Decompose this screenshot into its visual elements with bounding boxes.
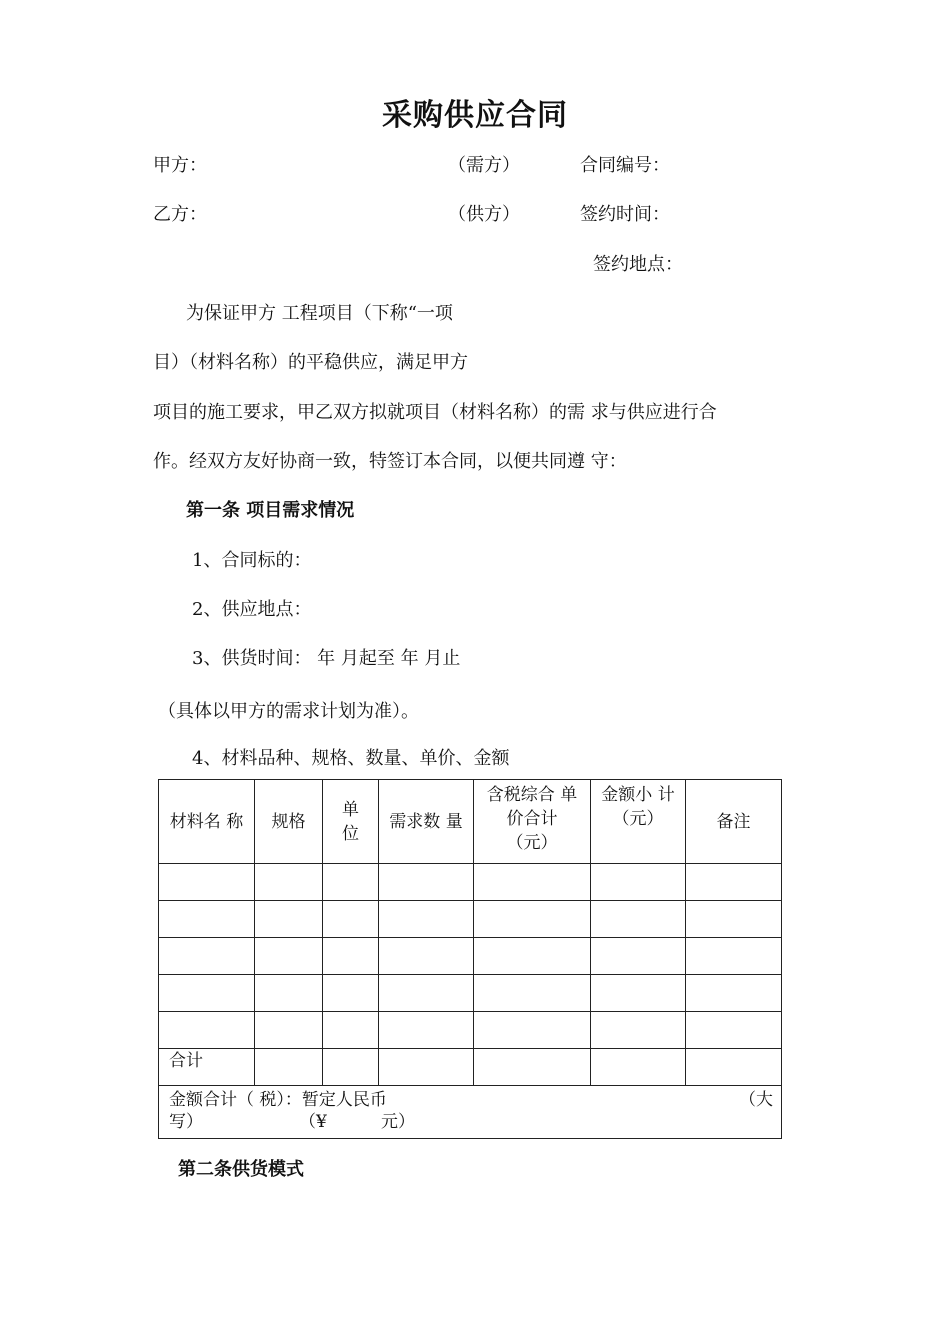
- amount-row: [159, 1086, 782, 1139]
- article-1-heading: 第一条 项目需求情况: [186, 500, 355, 521]
- header-unit: 单 位: [323, 780, 379, 864]
- party-b-role: （供方）: [448, 204, 520, 225]
- total-label: 合计: [159, 1049, 255, 1086]
- materials-table: [158, 779, 782, 1139]
- article-1-item-3: 3、供货时间： 年 月起至 年 月止: [192, 648, 461, 669]
- sign-place-label: 签约地点：: [593, 254, 683, 275]
- party-a-label: 甲方：: [153, 155, 207, 176]
- table-row: [159, 938, 782, 975]
- table-row: [159, 975, 782, 1012]
- amount-label: 金额合计（ 税）：暂定人民币: [169, 1090, 387, 1110]
- party-a-role: （需方）: [448, 155, 520, 176]
- header-subtotal: 金额小 计 （元）: [591, 780, 686, 864]
- header-spec: 规格: [255, 780, 323, 864]
- header-remark: 备注: [686, 780, 782, 864]
- amount-yen: （¥: [299, 1112, 327, 1132]
- contract-number-label: 合同编号：: [580, 155, 670, 176]
- amount-yuan: 元）: [381, 1112, 415, 1132]
- header-material-name: 材料名 称: [159, 780, 255, 864]
- article-1-item-1: 1、合同标的：: [192, 550, 312, 571]
- total-row: [159, 1049, 782, 1086]
- page-title: 采购供应合同: [382, 98, 568, 133]
- amount-write-close: 写）: [169, 1112, 203, 1132]
- intro-line-3: 项目的施工要求，甲乙双方拟就项目（材料名称）的需 求与供应进行合: [153, 402, 717, 423]
- table-header-row: [159, 780, 782, 864]
- table-row: [159, 901, 782, 938]
- article-1-item-3-note: （具体以甲方的需求计划为准）。: [158, 701, 419, 722]
- amount-big-open: （大: [739, 1090, 773, 1110]
- article-1-item-2: 2、供应地点：: [192, 599, 312, 620]
- header-quantity: 需求数 量: [379, 780, 474, 864]
- party-b-label: 乙方：: [153, 204, 207, 225]
- article-1-item-4: 4、材料品种、规格、数量、单价、金额: [192, 748, 510, 769]
- intro-line-4: 作。经双方友好协商一致，特签订本合同，以便共同遵 守：: [153, 451, 627, 472]
- sign-time-label: 签约时间：: [580, 204, 670, 225]
- table-row: [159, 864, 782, 901]
- table-row: [159, 1012, 782, 1049]
- article-2-heading: 第二条供货模式: [178, 1159, 304, 1180]
- header-unit-price: 含税综合 单 价合计 （元）: [474, 780, 591, 864]
- intro-line-1: 为保证甲方 工程项目（下称“一项: [186, 303, 453, 324]
- intro-line-2: 目）（材料名称）的平稳供应，满足甲方: [153, 352, 468, 373]
